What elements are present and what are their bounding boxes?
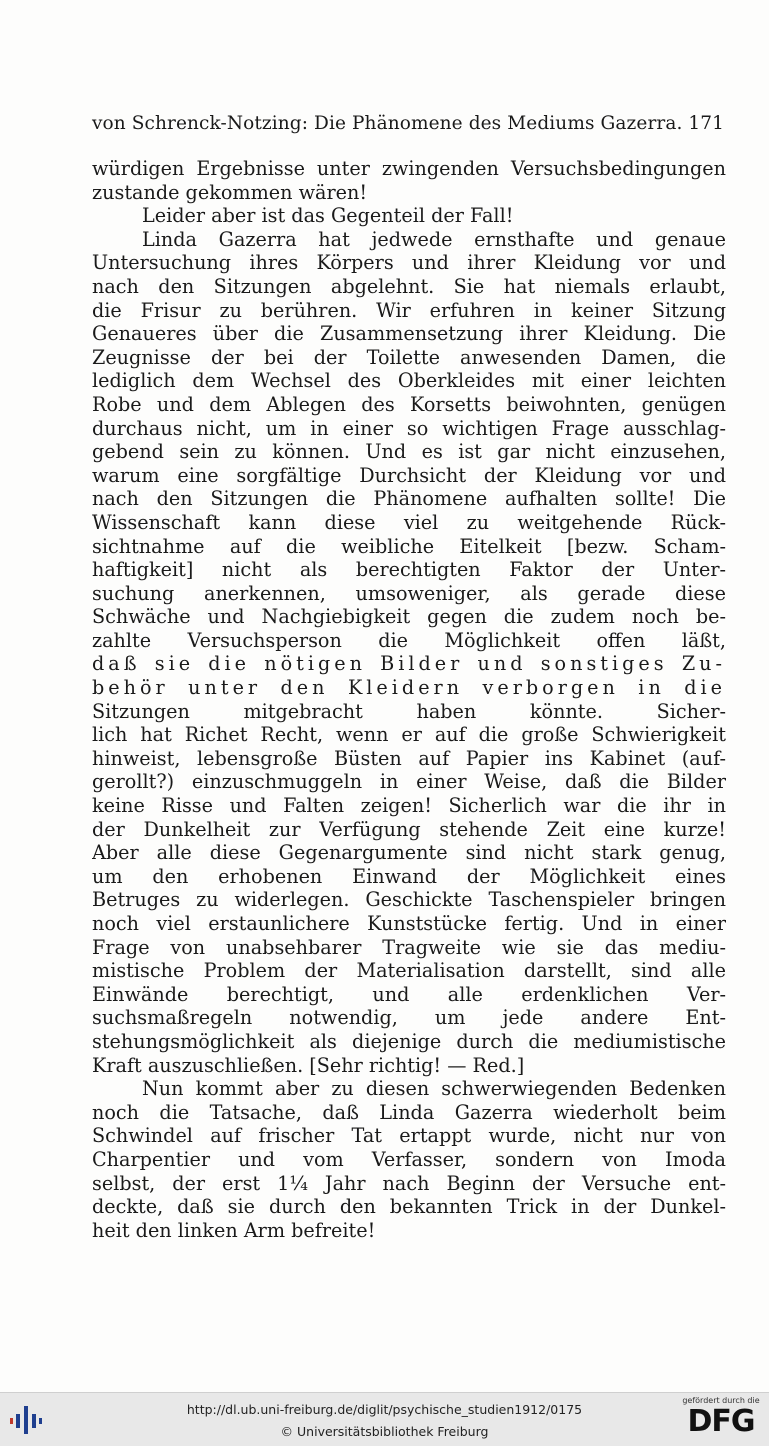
text-line-spaced: daß sie die nötigen Bilder und sonstiges Zu- (92, 652, 726, 676)
text-line: suchung anerkennen, umsoweniger, als gerade diese (92, 581, 726, 605)
text-line: keine Risse und Falten zeigen! Sicherlich war die ihr in (92, 794, 726, 818)
text-line: noch die Tatsache, daß Linda Gazerra wiederholt beim (92, 1100, 726, 1124)
text-line: Frage von unabsehbarer Tragweite wie sie das mediu- (92, 935, 726, 959)
text-line: suchsmaßregeln notwendig, um jede andere Ent- (92, 1006, 726, 1030)
dfg-logo-mark: DFG (687, 1404, 755, 1439)
text-line: durchaus nicht, um in einer so wichtigen Frage ausschlag- (92, 416, 726, 440)
text-line: Charpentier und vom Verfasser, sondern von Imoda (92, 1147, 726, 1171)
text-line: Genaueres über die Zusammensetzung ihrer Kleidung. Die (92, 322, 726, 346)
text-line: hinweist, lebensgroße Büsten auf Papier ins Kabinet (auf- (92, 746, 726, 770)
text-line: Zeugnisse der bei der Toilette anwesenden Damen, die (92, 345, 726, 369)
text-line: Kraft auszuschließen. [Sehr richtig! — Red.] (92, 1053, 525, 1077)
page-number: 171 (688, 113, 724, 134)
text-line: Einwände berechtigt, und alle erdenklichen Ver- (92, 982, 726, 1006)
text-line: gebend sein zu können. Und es ist gar nicht einzusehen, (92, 440, 726, 464)
text-line: lediglich dem Wechsel des Oberkleides mit einer leichten (92, 369, 726, 393)
copyright-notice: © Universitätsbibliothek Freiburg (280, 1424, 489, 1439)
dfg-logo (681, 1396, 761, 1442)
text-line: mistische Problem der Materialisation darstellt, sind alle (92, 959, 726, 983)
text-line: gerollt?) einzuschmuggeln in einer Weise, daß die Bilder (92, 770, 726, 794)
text-line: heit den linken Arm befreite! (92, 1218, 376, 1242)
text-line: haftigkeit] nicht als berechtigten Faktor der Unter- (92, 558, 726, 582)
text-line: zustande gekommen wären! (92, 180, 368, 204)
text-line-spaced: behör unter den Kleidern verborgen in die (92, 676, 726, 700)
text-line: Leider aber ist das Gegenteil der Fall! (142, 204, 514, 228)
text-line: nach den Sitzungen die Phänomene aufhalten sollte! Die (92, 487, 726, 511)
text-line: die Frisur zu berühren. Wir erfuhren in keiner Sitzung (92, 298, 726, 322)
text-line: warum eine sorgfältige Durchsicht der Kleidung vor und (92, 463, 726, 487)
viewer-footer (0, 1392, 769, 1446)
text-line: Schwäche und Nachgiebigkeit gegen die zudem noch be- (92, 605, 726, 629)
text-line: selbst, der erst 1¼ Jahr nach Beginn der Versuche ent- (92, 1171, 726, 1195)
text-line: Sitzungen mitgebracht haben könnte. Sicher- (92, 699, 726, 723)
running-title: von Schrenck-Notzing: Die Phänomene des Mediums Gazerra. (92, 113, 683, 134)
text-line: würdigen Ergebnisse unter zwingenden Versuchsbedingungen (92, 157, 726, 180)
document-url[interactable]: http://dl.ub.uni-freiburg.de/diglit/psychische_studien1912/0175 (186, 1402, 583, 1417)
text-line: Robe und dem Ablegen des Korsetts beiwohnten, genügen (92, 392, 726, 416)
text-line: nach den Sitzungen abgelehnt. Sie hat niemals erlaubt, (92, 274, 726, 298)
text-line: Untersuchung ihres Körpers und ihrer Kleidung vor und (92, 251, 726, 275)
text-line: Betruges zu widerlegen. Geschickte Taschenspieler bringen (92, 888, 726, 912)
text-line: lich hat Richet Recht, wenn er auf die große Schwierigkeit (92, 723, 726, 747)
text-line: Linda Gazerra hat jedwede ernsthafte und genaue (142, 227, 726, 251)
text-line: der Dunkelheit zur Verfügung stehende Zeit eine kurze! (92, 817, 726, 841)
text-line: stehungsmöglichkeit als diejenige durch die mediumistische (92, 1029, 726, 1053)
text-line: noch viel erstaunlichere Kunststücke fertig. Und in einer (92, 912, 726, 935)
text-line: deckte, daß sie durch den bekannten Trick in der Dunkel- (92, 1195, 726, 1219)
running-header (92, 113, 724, 134)
dfg-caption: gefördert durch die (682, 1396, 760, 1405)
text-line: zahlte Versuchsperson die Möglichkeit offen läßt, (92, 628, 726, 652)
text-line: Aber alle diese Gegenargumente sind nicht stark genug, (92, 841, 726, 865)
text-line: Nun kommt aber zu diesen schwerwiegenden Bedenken (142, 1077, 726, 1101)
text-line: Schwindel auf frischer Tat ertappt wurde, nicht nur von (92, 1124, 726, 1148)
text-line: Wissenschaft kann diese viel zu weitgehende Rück- (92, 510, 726, 534)
text-line: sichtnahme auf die weibliche Eitelkeit [bezw. Scham- (92, 534, 726, 558)
body-text (92, 157, 726, 1242)
text-line: um den erhobenen Einwand der Möglichkeit eines (92, 864, 726, 888)
